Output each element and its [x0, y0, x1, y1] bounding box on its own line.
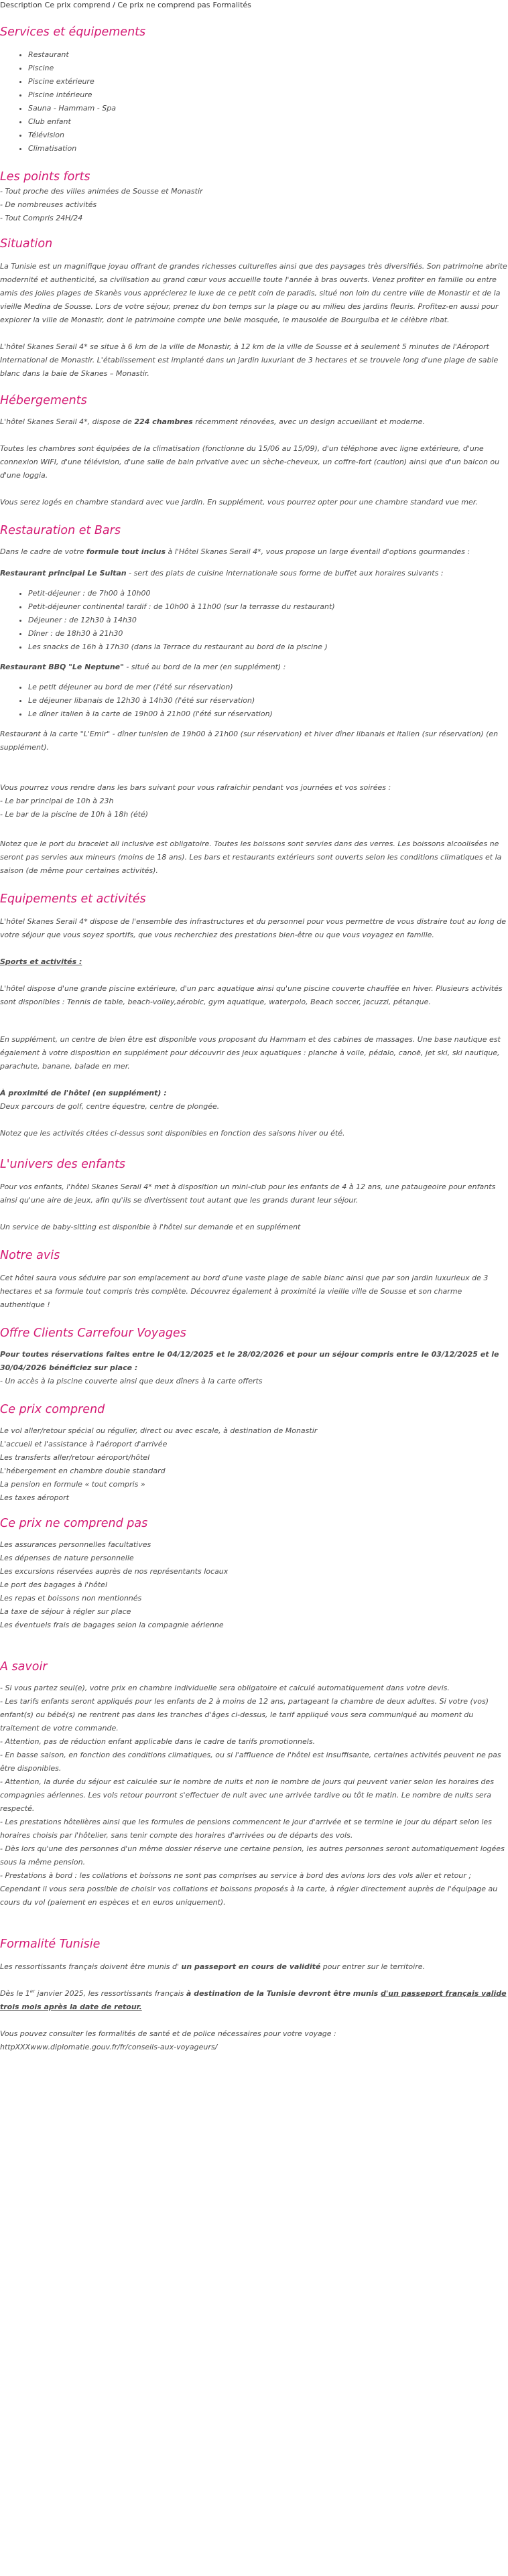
bars-list — [0, 795, 508, 821]
restaurant-neptune: Restaurant BBQ "Le Neptune" - situé au bord de la mer (en supplément) : — [0, 663, 286, 671]
list-item: - Dès lors qu'une des personnes d'un même dossier réserve une certaine pension, les autres personnes seront automatiquement logées sous la même pension. — [0, 1844, 505, 1867]
section-title-avis: Notre avis — [0, 1249, 60, 1262]
list-item: - Les tarifs enfants seront appliqués pour les enfants de 2 à moins de 12 ans, partageant la chambre de deux adultes. Si votre (vos) enfant(s) ou bébé(s) ne rentrent pas dans les tranches d'âges ci-dessus, le tarif appliqué vous sera communiqué au moment du traitement de votre commande. — [0, 1697, 489, 1733]
list-item: L'accueil et l'assistance à l'aéroport d'arrivée — [0, 1440, 168, 1448]
services-list — [0, 48, 508, 155]
points-forts-list — [0, 185, 508, 225]
tab-description[interactable]: Description — [0, 1, 42, 9]
equipements-paragraph: En supplément, un centre de bien être est disponible vous proposant du Hammam et des cabines de massages. Une base nautique est également à votre disposition en supplément pour découvrir des jeux aquatiques : planche à voile, pédalo, canoë, jet ski, ski nautique, parachute, banane, balade en mer. — [0, 1035, 501, 1071]
section-title-hebergements: Hébergements — [0, 394, 87, 407]
section-title-comprend: Ce prix comprend — [0, 1403, 105, 1416]
room-count: 224 chambres — [134, 417, 193, 426]
list-item: - Les prestations hôtelières ainsi que les formules de pensions commencent le jour d'arrivée et se termine le jour du départ selon les horaires choisis par l'hôtelier, sans tenir compte des horaires d'arrivées ou de départs des vols. — [0, 1818, 492, 1840]
section-title-services: Services et équipements — [0, 25, 146, 39]
savoir-list — [0, 1682, 508, 1909]
bracelet-note: Notez que le port du bracelet all inclusive est obligatoire. Toutes les boissons sont servies dans des verres. Les boissons alcoolisées ne seront pas servies aux mineurs (moins de 18 ans). Les bars et restaurants extérieurs sont ouverts selon les conditions climatiques et la saison (de même pour certaines activités). — [0, 839, 502, 875]
offre-line: - Un accès à la piscine couverte ainsi que deux dîners à la carte offerts — [0, 1377, 263, 1385]
list-item: • Télévision — [28, 129, 508, 142]
list-item: • Le déjeuner libanais de 12h30 à 14h30 (l'été sur réservation) — [28, 694, 508, 707]
section-title-situation: Situation — [0, 237, 53, 251]
section-title-savoir: A savoir — [0, 1660, 48, 1674]
bars-intro: Vous pourrez vous rendre dans les bars suivant pour vous rafraichir pendant vos journées et vos soirées : — [0, 783, 391, 792]
sports-label: Sports et activités : — [0, 957, 82, 966]
avis-paragraph: Cet hôtel saura vous séduire par son emplacement au bord d'une vaste plage de sable blanc ainsi que par son jardin luxurieux de 3 hectares et sa formule tout compris très complète. Découvrez également à proximité la vieille ville de Sousse et son charme authentique ! — [0, 1274, 489, 1309]
enfants-paragraph: Un service de baby-sitting est disponible à l'hôtel sur demande et en supplément — [0, 1223, 301, 1231]
list-item: Les assurances personnelles facultatives — [0, 1540, 151, 1549]
formalite-paragraph: Les ressortissants français doivent être munis d' un passeport en cours de validité pour entrer sur le territoire. — [0, 1962, 425, 1971]
section-title-restauration: Restauration et Bars — [0, 524, 121, 537]
formalite-paragraph: Dès le 1er janvier 2025, les ressortissants français à destination de la Tunisie devront être munis d'un passeport français valide trois mois après la date de retour. — [0, 1988, 507, 2011]
list-item: • Le petit déjeuner au bord de mer (l'été sur réservation) — [28, 681, 508, 694]
list-item: - En basse saison, en fonction des conditions climatiques, ou si l'affluence de l'hôtel est insuffisante, certaines activités peuvent ne pas être disponibles. — [0, 1751, 501, 1773]
list-item: - Attention, la durée du séjour est calculée sur le nombre de nuits et non le nombre de jours qui peuvent varier selon les horaires des compagnies aériennes. Les vols retour pourront s'effectuer de nuit avec une arrivée tardive ou tôt le matin. Le nombre de nuits sera respecté. — [0, 1777, 494, 1813]
tab-prix[interactable]: Ce prix comprend / Ce prix ne comprend pas — [44, 1, 210, 9]
list-item: Les transferts aller/retour aéroport/hôtel — [0, 1453, 150, 1462]
list-item: Les excursions réservées auprès de nos représentants locaux — [0, 1567, 229, 1576]
list-item: - Le bar principal de 10h à 23h — [0, 797, 114, 805]
list-item: - Tout proche des villes animées de Sousse et Monastir — [0, 187, 203, 196]
hebergements-paragraph: L'hôtel Skanes Serail 4*, dispose de 224 chambres récemment rénovées, avec un design accueillant et moderne. — [0, 417, 425, 426]
list-item: - Prestations à bord : les collations et boissons ne sont pas comprises au service à bord des avions lors des vols aller et retour ; Cependant il vous sera possible de choisir vos collations et boissons proposés à la carte, à régler directement auprès de l'équipage au cours du vol (paiement en espèces et en euros uniquement). — [0, 1871, 498, 1907]
situation-paragraph: La Tunisie est un magnifique joyau offrant de grandes richesses culturelles ainsi que des paysages très diversifiés. Son patrimoine abrite modernité et authenticité, sa civilisation au grand cœur vous accueille toute l'année à bras ouverts. Venez profiter en famille ou entre amis des jolies plages de Skanès vous apprécierez le luxe de ce petit coin de paradis, situé non loin du centre ville de Monastir et de la vieille Medina de Sousse. Lors de votre séjour, prenez du bon temps sur la plage ou au milieu des jardins fleuris. Profitez-en aussi pour explorer la ville de Monastir, dont le patrimoine compte une belle mosquée, le mausolée de Bourguiba et le célèbre ribat. — [0, 262, 507, 324]
restaurant-emir: Restaurant à la carte "L'Emir" - dîner tunisien de 19h00 à 21h00 (sur réservation) et hiver dîner libanais et italien (sur réservation) (en supplément). — [0, 730, 499, 752]
sultan-hours-list — [0, 587, 508, 654]
list-item: • Petit-déjeuner : de 7h00 à 10h00 — [28, 587, 508, 600]
section-title-equipements: Equipements et activités — [0, 892, 146, 906]
list-item: La taxe de séjour à régler sur place — [0, 1607, 131, 1616]
section-title-points-forts: Les points forts — [0, 170, 90, 184]
list-item: • Restaurant — [28, 48, 508, 62]
restauration-intro: Dans le cadre de votre formule tout inclus à l'Hôtel Skanes Serail 4*, vous propose un large éventail d'options gourmandes : — [0, 547, 470, 556]
list-item: • Sauna - Hammam - Spa — [28, 102, 508, 115]
section-title-enfants: L'univers des enfants — [0, 1158, 125, 1171]
list-item: • Climatisation — [28, 142, 508, 155]
list-item: • Piscine extérieure — [28, 75, 508, 88]
section-title-formalite: Formalité Tunisie — [0, 1938, 101, 1951]
list-item: Le port des bagages à l'hôtel — [0, 1580, 107, 1589]
list-item: • Déjeuner : de 12h30 à 14h30 — [28, 614, 508, 627]
hebergements-paragraph: Vous serez logés en chambre standard avec vue jardin. En supplément, vous pourrez opter pour une chambre standard vue mer. — [0, 498, 478, 506]
neptune-hours-list — [0, 681, 508, 721]
list-item: • Le dîner italien à la carte de 19h00 à 21h00 (l'été sur réservation) — [28, 707, 508, 721]
list-item: Les dépenses de nature personnelle — [0, 1554, 134, 1562]
list-item: Les éventuels frais de bagages selon la compagnie aérienne — [0, 1621, 224, 1629]
hebergements-paragraph: Toutes les chambres sont équipées de la climatisation (fonctionne du 15/06 au 15/09), d'un téléphone avec ligne extérieure, d'une connexion WIFI, d'une télévision, d'une salle de bain privative avec un sèche-cheveux, un coffre-fort (caution) ainsi que d'un balcon ou d'une loggia. — [0, 444, 500, 480]
restaurant-sultan: Restaurant principal Le Sultan - sert des plats de cuisine internationale sous forme de buffet aux horaires suivants : — [0, 569, 444, 578]
situation-paragraph: L'hôtel Skanes Serail 4* se situe à 6 km de la ville de Monastir, à 12 km de la ville de Sousse et à seulement 5 minutes de l'Aéroport International de Monastir. L'établissement est implanté dans un jardin luxuriant de 3 hectares et se trouvele long d'une plage de sable blanc dans la baie de Skanes – Monastir. — [0, 342, 499, 378]
list-item: - Tout Compris 24H/24 — [0, 214, 83, 222]
list-item: • Club enfant — [28, 115, 508, 129]
ne-comprend-list — [0, 1538, 508, 1632]
list-item: - Attention, pas de réduction enfant applicable dans le cadre de tarifs promotionnels. — [0, 1737, 316, 1746]
list-item: Les repas et boissons non mentionnés — [0, 1594, 142, 1603]
breadcrumb — [0, 0, 508, 10]
proximite-text: Deux parcours de golf, centre équestre, centre de plongée. — [0, 1102, 220, 1111]
list-item: • Dîner : de 18h30 à 21h30 — [28, 627, 508, 640]
list-item: • Petit-déjeuner continental tardif : de 10h00 à 11h00 (sur la terrasse du restaurant) — [28, 600, 508, 614]
list-item: • Les snacks de 16h à 17h30 (dans la Terrace du restaurant au bord de la piscine ) — [28, 640, 508, 654]
season-note: Notez que les activités citées ci-dessus sont disponibles en fonction des saisons hiver ou été. — [0, 1129, 345, 1138]
equipements-paragraph: L'hôtel dispose d'une grande piscine extérieure, d'un parc aquatique ainsi qu'une piscine couverte chauffée en hiver. Plusieurs activités sont disponibles : Tennis de table, beach-volley,aérobic, gym aquatique, waterpolo, Beach soccer, jacuzzi, pétanque. — [0, 984, 503, 1006]
section-title-ne-comprend: Ce prix ne comprend pas — [0, 1517, 148, 1530]
equipements-paragraph: L'hôtel Skanes Serail 4* dispose de l'ensemble des infrastructures et du personnel pour vous permettre de vous distraire tout au long de votre séjour que vous soyez sportifs, que vous recherchiez des prestations bien-être ou que vous voyagez en famille. — [0, 917, 506, 939]
list-item: La pension en formule « tout compris » — [0, 1480, 145, 1489]
proximite-label: À proximité de l'hôtel (en supplément) : — [0, 1089, 167, 1097]
list-item: Le vol aller/retour spécial ou régulier, direct ou avec escale, à destination de Monastir — [0, 1426, 318, 1435]
list-item: - De nombreuses activités — [0, 200, 97, 209]
diplomatie-link[interactable]: httpXXXwww.diplomatie.gouv.fr/fr/conseils-aux-voyageurs/ — [0, 2043, 218, 2051]
section-title-offre: Offre Clients Carrefour Voyages — [0, 1327, 186, 1340]
formalite-paragraph: Vous pouvez consulter les formalités de santé et de police nécessaires pour votre voyage : — [0, 2029, 336, 2038]
list-item: • Piscine intérieure — [28, 88, 508, 102]
comprend-list — [0, 1424, 508, 1505]
list-item: • Piscine — [28, 62, 508, 75]
offre-conditions: Pour toutes réservations faites entre le 04/12/2025 et le 28/02/2026 et pour un séjour compris entre le 03/12/2025 et le 30/04/2026 bénéficiez sur place : — [0, 1350, 499, 1372]
tab-formalites[interactable]: Formalités — [212, 1, 251, 9]
list-item: L'hébergement en chambre double standard — [0, 1467, 166, 1475]
list-item: Les taxes aéroport — [0, 1493, 69, 1502]
list-item: - Si vous partez seul(e), votre prix en chambre individuelle sera obligatoire et calculé automatiquement dans votre devis. — [0, 1684, 450, 1692]
list-item: - Le bar de la piscine de 10h à 18h (été) — [0, 810, 149, 819]
enfants-paragraph: Pour vos enfants, l'hôtel Skanes Serail 4* met à disposition un mini-club pour les enfants de 4 à 12 ans, une pataugeoire pour enfants ainsi qu'une aire de jeux, afin qu'ils se divertissent tout autant que les grands durant leur séjour. — [0, 1182, 496, 1205]
